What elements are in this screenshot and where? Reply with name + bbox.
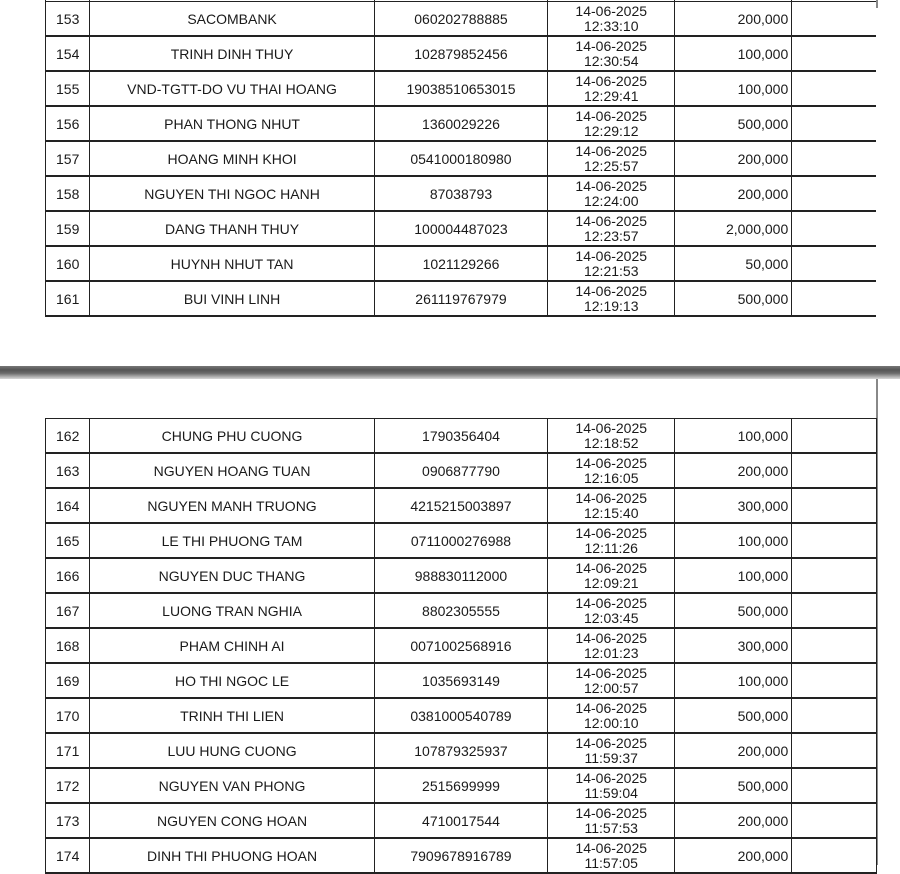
note-cell — [792, 176, 877, 211]
amount-cell: 200,000 — [675, 141, 792, 176]
table-row — [46, 71, 877, 106]
datetime-cell — [548, 803, 675, 838]
datetime-cell — [548, 2, 675, 37]
amount-cell: 200,000 — [675, 176, 792, 211]
table-row — [46, 523, 877, 558]
note-cell — [792, 803, 877, 838]
row-number-cell: 173 — [46, 803, 90, 838]
amount-cell: 200,000 — [675, 838, 792, 873]
payer-name-cell: SACOMBANK — [90, 2, 374, 37]
date-text: 14-06-2025 — [575, 664, 648, 681]
time-text: 12:30:54 — [583, 52, 639, 69]
datetime-cell — [548, 36, 675, 71]
account-number-cell: 1021129266 — [374, 246, 547, 281]
date-text: 14-06-2025 — [575, 2, 648, 19]
time-text: 12:15:40 — [583, 504, 639, 521]
table-row — [46, 558, 877, 593]
datetime-cell — [548, 628, 675, 663]
row-number-cell: 172 — [46, 768, 90, 803]
page-edge — [876, 0, 900, 366]
table-row — [46, 281, 877, 316]
table-row — [46, 176, 877, 211]
time-text: 12:16:05 — [583, 469, 639, 486]
datetime-cell — [548, 106, 675, 141]
date-text: 14-06-2025 — [575, 699, 648, 716]
table-row — [46, 488, 877, 523]
account-number-cell: 19038510653015 — [374, 71, 547, 106]
table-row — [46, 803, 877, 838]
datetime-cell — [548, 488, 675, 523]
amount-cell: 2,000,000 — [675, 211, 792, 246]
datetime-cell — [548, 71, 675, 106]
payer-name-cell: NGUYEN HOANG TUAN — [90, 453, 374, 488]
account-number-cell: 102879852456 — [374, 36, 547, 71]
table-row — [46, 733, 877, 768]
payer-name-cell: PHAN THONG NHUT — [90, 106, 374, 141]
payer-name-cell: HO THI NGOC LE — [90, 663, 374, 698]
payer-name-cell: LUU HUNG CUONG — [90, 733, 374, 768]
table-row — [46, 663, 877, 698]
date-text: 14-06-2025 — [575, 629, 648, 646]
account-number-cell: 7909678916789 — [374, 838, 547, 873]
amount-cell: 200,000 — [675, 733, 792, 768]
note-cell — [792, 488, 877, 523]
table-row — [46, 106, 877, 141]
row-number-cell: 155 — [46, 71, 90, 106]
payer-name-cell: BUI VINH LINH — [90, 281, 374, 316]
amount-cell: 500,000 — [675, 698, 792, 733]
amount-cell: 300,000 — [675, 488, 792, 523]
row-number-cell: 163 — [46, 453, 90, 488]
time-text: 12:18:52 — [583, 434, 639, 451]
row-number-cell: 154 — [46, 36, 90, 71]
table-row — [46, 628, 877, 663]
datetime-cell — [548, 211, 675, 246]
time-text: 12:33:10 — [583, 17, 639, 34]
time-text: 12:09:21 — [583, 574, 639, 591]
note-cell — [792, 141, 877, 176]
payer-name-cell: DINH THI PHUONG HOAN — [90, 838, 374, 873]
account-number-cell: 107879325937 — [374, 733, 547, 768]
payer-name-cell: LUONG TRAN NGHIA — [90, 593, 374, 628]
datetime-cell — [548, 698, 675, 733]
account-number-cell: 4710017544 — [374, 803, 547, 838]
amount-cell: 100,000 — [675, 419, 792, 454]
row-number-cell: 174 — [46, 838, 90, 873]
date-text: 14-06-2025 — [575, 839, 648, 856]
account-number-cell: 2515699999 — [374, 768, 547, 803]
note-cell — [792, 419, 877, 454]
date-text: 14-06-2025 — [575, 212, 648, 229]
table-row — [46, 2, 877, 37]
datetime-cell — [548, 419, 675, 454]
datetime-cell — [548, 523, 675, 558]
table-row — [46, 768, 877, 803]
time-text: 12:00:10 — [583, 714, 639, 731]
account-number-cell: 0071002568916 — [374, 628, 547, 663]
account-number-cell: 0906877790 — [374, 453, 547, 488]
amount-cell: 100,000 — [675, 36, 792, 71]
table-row — [46, 36, 877, 71]
date-text: 14-06-2025 — [575, 419, 648, 436]
row-number-cell: 168 — [46, 628, 90, 663]
page-edge — [876, 379, 900, 865]
amount-cell: 300,000 — [675, 628, 792, 663]
table-row — [46, 419, 877, 454]
datetime-cell — [548, 663, 675, 698]
row-number-cell: 158 — [46, 176, 90, 211]
datetime-cell — [548, 281, 675, 316]
note-cell — [792, 36, 877, 71]
account-number-cell: 1035693149 — [374, 663, 547, 698]
datetime-cell — [548, 838, 675, 873]
account-number-cell: 87038793 — [374, 176, 547, 211]
time-text: 12:11:26 — [584, 539, 638, 556]
date-text: 14-06-2025 — [575, 107, 648, 124]
note-cell — [792, 663, 877, 698]
payer-name-cell: PHAM CHINH AI — [90, 628, 374, 663]
row-number-cell: 157 — [46, 141, 90, 176]
time-text: 12:24:00 — [583, 192, 639, 209]
date-text: 14-06-2025 — [575, 734, 648, 751]
date-text: 14-06-2025 — [575, 594, 648, 611]
datetime-cell — [548, 453, 675, 488]
note-cell — [792, 838, 877, 873]
date-text: 14-06-2025 — [575, 524, 648, 541]
account-number-cell: 988830112000 — [374, 558, 547, 593]
payer-name-cell: HUYNH NHUT TAN — [90, 246, 374, 281]
account-number-cell: 261119767979 — [374, 281, 547, 316]
row-number-cell: 153 — [46, 2, 90, 37]
row-number-cell: 161 — [46, 281, 90, 316]
note-cell — [792, 106, 877, 141]
date-text: 14-06-2025 — [575, 142, 648, 159]
account-number-cell: 0381000540789 — [374, 698, 547, 733]
row-number-cell: 166 — [46, 558, 90, 593]
time-text: 12:21:53 — [583, 262, 639, 279]
table-row — [46, 246, 877, 281]
datetime-cell — [548, 176, 675, 211]
payer-name-cell: VND-TGTT-DO VU THAI HOANG — [90, 71, 374, 106]
row-number-cell: 160 — [46, 246, 90, 281]
payer-name-cell: HOANG MINH KHOI — [90, 141, 374, 176]
note-cell — [792, 281, 877, 316]
account-number-cell: 1360029226 — [374, 106, 547, 141]
note-cell — [792, 628, 877, 663]
time-text: 12:25:57 — [583, 157, 639, 174]
time-text: 11:59:04 — [584, 784, 638, 801]
amount-cell: 100,000 — [675, 558, 792, 593]
time-text: 12:23:57 — [583, 227, 639, 244]
account-number-cell: 100004487023 — [374, 211, 547, 246]
row-number-cell: 169 — [46, 663, 90, 698]
note-cell — [792, 71, 877, 106]
account-number-cell: 0711000276988 — [374, 523, 547, 558]
transaction-table-page-2 — [45, 418, 877, 874]
document-page-1 — [0, 0, 900, 366]
amount-cell: 500,000 — [675, 106, 792, 141]
time-text: 12:00:57 — [583, 679, 639, 696]
table-row — [46, 211, 877, 246]
table-row — [46, 698, 877, 733]
row-number-cell: 165 — [46, 523, 90, 558]
transaction-table-page-1 — [45, 0, 877, 317]
account-number-cell: 060202788885 — [374, 2, 547, 37]
row-number-cell: 156 — [46, 106, 90, 141]
time-text: 12:29:41 — [583, 87, 639, 104]
payer-name-cell: NGUYEN THI NGOC HANH — [90, 176, 374, 211]
amount-cell: 500,000 — [675, 768, 792, 803]
datetime-cell — [548, 141, 675, 176]
account-number-cell: 4215215003897 — [374, 488, 547, 523]
amount-cell: 100,000 — [675, 71, 792, 106]
date-text: 14-06-2025 — [575, 454, 648, 471]
page-separator — [0, 366, 900, 379]
note-cell — [792, 733, 877, 768]
account-number-cell: 0541000180980 — [374, 141, 547, 176]
note-cell — [792, 453, 877, 488]
time-text: 12:03:45 — [583, 609, 639, 626]
note-cell — [792, 558, 877, 593]
amount-cell: 500,000 — [675, 593, 792, 628]
table-row — [46, 141, 877, 176]
amount-cell: 50,000 — [675, 246, 792, 281]
amount-cell: 500,000 — [675, 281, 792, 316]
time-text: 11:59:37 — [584, 749, 638, 766]
payer-name-cell: NGUYEN VAN PHONG — [90, 768, 374, 803]
date-text: 14-06-2025 — [575, 72, 648, 89]
payer-name-cell: CHUNG PHU CUONG — [90, 419, 374, 454]
time-text: 12:19:13 — [583, 297, 639, 314]
payer-name-cell: TRINH DINH THUY — [90, 36, 374, 71]
date-text: 14-06-2025 — [575, 282, 648, 299]
time-text: 12:29:12 — [583, 122, 639, 139]
payer-name-cell: LE THI PHUONG TAM — [90, 523, 374, 558]
table-row — [46, 838, 877, 873]
datetime-cell — [548, 558, 675, 593]
datetime-cell — [548, 768, 675, 803]
note-cell — [792, 593, 877, 628]
payer-name-cell: NGUYEN DUC THANG — [90, 558, 374, 593]
account-number-cell: 1790356404 — [374, 419, 547, 454]
payer-name-cell: NGUYEN CONG HOAN — [90, 803, 374, 838]
time-text: 12:01:23 — [583, 644, 639, 661]
row-number-cell: 159 — [46, 211, 90, 246]
row-number-cell: 171 — [46, 733, 90, 768]
payer-name-cell: DANG THANH THUY — [90, 211, 374, 246]
table-row — [46, 593, 877, 628]
date-text: 14-06-2025 — [575, 769, 648, 786]
date-text: 14-06-2025 — [575, 489, 648, 506]
note-cell — [792, 698, 877, 733]
row-number-cell: 170 — [46, 698, 90, 733]
account-number-cell: 8802305555 — [374, 593, 547, 628]
date-text: 14-06-2025 — [575, 37, 648, 54]
note-cell — [792, 768, 877, 803]
datetime-cell — [548, 593, 675, 628]
note-cell — [792, 2, 877, 37]
date-text: 14-06-2025 — [575, 804, 648, 821]
row-number-cell: 167 — [46, 593, 90, 628]
amount-cell: 200,000 — [675, 453, 792, 488]
date-text: 14-06-2025 — [575, 559, 648, 576]
date-text: 14-06-2025 — [575, 247, 648, 264]
note-cell — [792, 523, 877, 558]
row-number-cell: 162 — [46, 419, 90, 454]
time-text: 11:57:05 — [584, 854, 638, 871]
row-number-cell: 164 — [46, 488, 90, 523]
amount-cell: 100,000 — [675, 523, 792, 558]
datetime-cell — [548, 733, 675, 768]
note-cell — [792, 246, 877, 281]
note-cell — [792, 211, 877, 246]
time-text: 11:57:53 — [584, 819, 638, 836]
date-text: 14-06-2025 — [575, 177, 648, 194]
datetime-cell — [548, 246, 675, 281]
payer-name-cell: TRINH THI LIEN — [90, 698, 374, 733]
payer-name-cell: NGUYEN MANH TRUONG — [90, 488, 374, 523]
amount-cell: 200,000 — [675, 803, 792, 838]
amount-cell: 100,000 — [675, 663, 792, 698]
amount-cell: 200,000 — [675, 2, 792, 37]
table-row — [46, 453, 877, 488]
